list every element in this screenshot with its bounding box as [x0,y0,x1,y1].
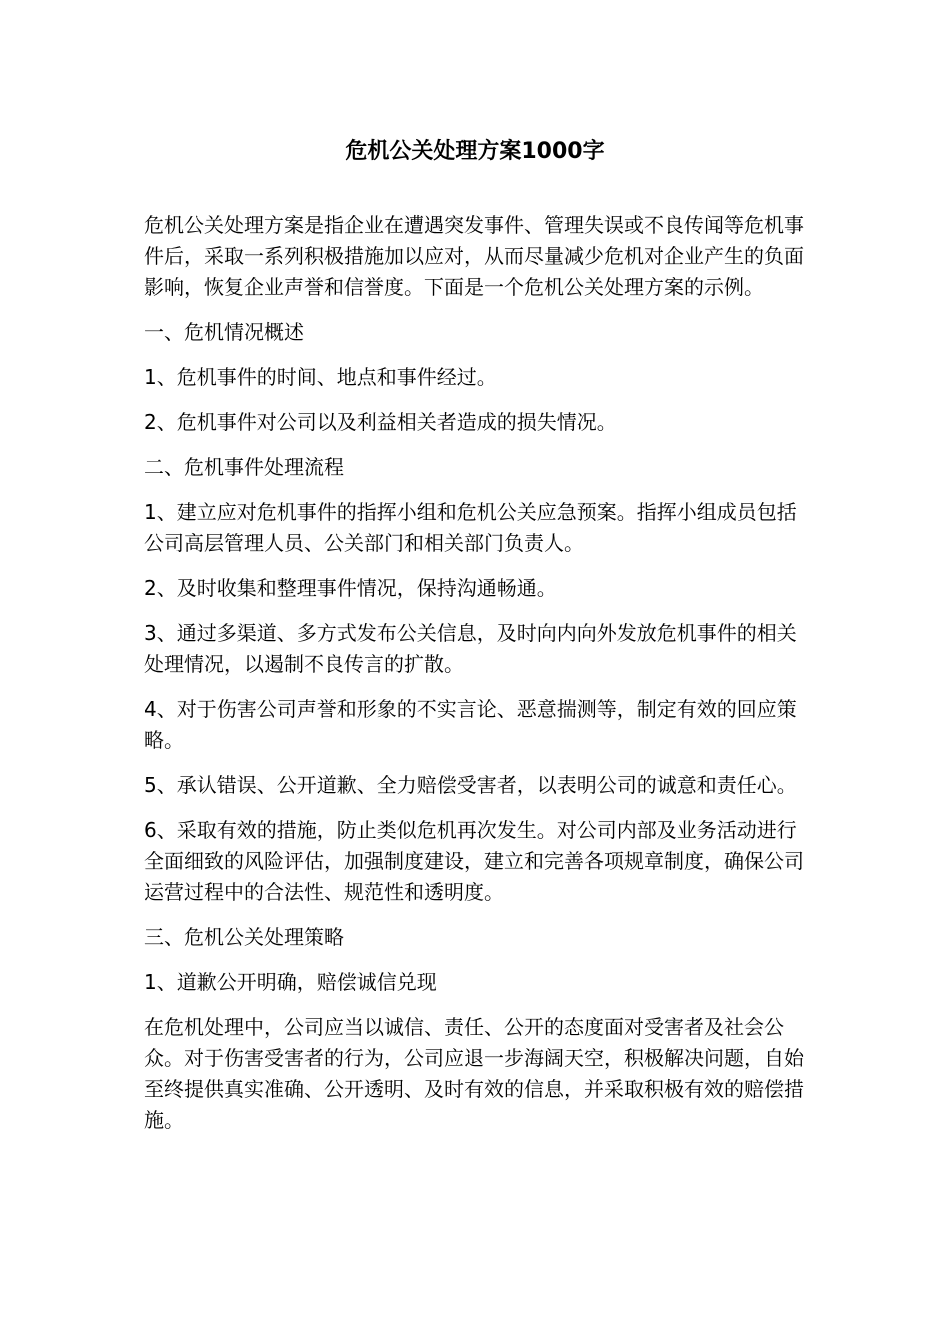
document-body [144,210,812,1150]
section-heading-process: 二、危机事件处理流程 [144,455,344,479]
strategy-item-1: 1、道歉公开明确，赔偿诚信兑现 [144,970,437,994]
section-heading-strategy: 三、危机公关处理策略 [144,925,344,949]
strategy-paragraph: 在危机处理中，公司应当以诚信、责任、公开的态度面对受害者及社会公众。对于伤害受害者的行为，公司应退一步海阔天空，积极解决问题，自始至终提供真实准确、公开透明、及时有效的信息，并采取积极有效的赔偿措施。 [144,1015,804,1132]
intro-paragraph: 危机公关处理方案是指企业在遭遇突发事件、管理失误或不良传闻等危机事件后，采取一系列积极措施加以应对，从而尽量减少危机对企业产生的负面影响，恢复企业声誉和信誉度。下面是一个危机公关处理方案的示例。 [144,213,804,299]
section-heading-overview: 一、危机情况概述 [144,320,304,344]
process-item-4: 4、对于伤害公司声誉和形象的不实言论、恶意揣测等，制定有效的回应策略。 [144,697,797,752]
overview-item-2: 2、危机事件对公司以及利益相关者造成的损失情况。 [144,410,617,434]
process-item-3: 3、通过多渠道、多方式发布公关信息，及时向内向外发放危机事件的相关处理情况，以遏制不良传言的扩散。 [144,621,797,676]
process-item-5: 5、承认错误、公开道歉、全力赔偿受害者，以表明公司的诚意和责任心。 [144,773,797,797]
process-item-6: 6、采取有效的措施，防止类似危机再次发生。对公司内部及业务活动进行全面细致的风险评估，加强制度建设，建立和完善各项规章制度，确保公司运营过程中的合法性、规范性和透明度。 [144,818,804,904]
process-item-1: 1、建立应对危机事件的指挥小组和危机公关应急预案。指挥小组成员包括公司高层管理人员、公关部门和相关部门负责人。 [144,500,797,555]
document-title: 危机公关处理方案1000字 [345,139,605,164]
process-item-2: 2、及时收集和整理事件情况，保持沟通畅通。 [144,576,557,600]
overview-item-1: 1、危机事件的时间、地点和事件经过。 [144,365,497,389]
